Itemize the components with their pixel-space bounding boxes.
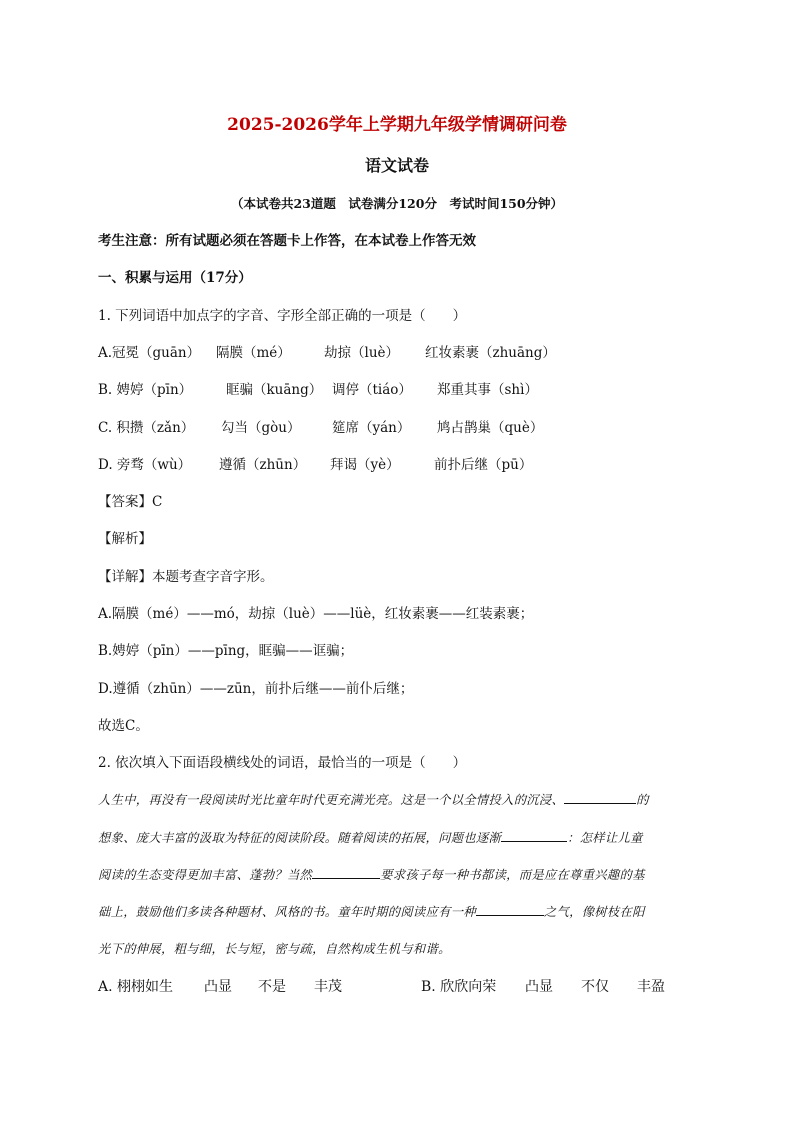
option-cell: 勾当（gòu）	[221, 420, 301, 436]
conclusion: 故选C。	[98, 718, 149, 734]
answer-blank[interactable]	[476, 903, 544, 916]
detail-line-a: A.隔膜（mé）——mó，劫掠（luè）——lüè，红妆素裹——红装素裹；	[98, 606, 534, 622]
passage-line-3: 阅读的生态变得更加丰富、蓬勃？当然 要求孩子每一种书都读，而是应在尊重兴趣的基	[98, 868, 645, 882]
passage-line-1: 人生中，再没有一段阅读时光比童年时代更充满光亮。这是一个以全情投入的沉浸、 的	[98, 793, 649, 807]
analysis-label: 【解析】	[98, 531, 152, 547]
option-cell: D. 旁骛（wù）	[98, 457, 192, 473]
option-cell: 劫掠（luè）	[324, 345, 400, 361]
option-cell: A.冠冕（guān）	[98, 345, 201, 361]
option-cell: 不是	[258, 979, 286, 995]
notice: 考生注意：所有试题必须在答题卡上作答，在本试卷上作答无效	[98, 233, 476, 249]
question-1-option-c	[98, 419, 543, 437]
option-cell: 不仅	[581, 979, 609, 995]
detail: 【详解】本题考查字音字形。	[98, 569, 274, 585]
option-cell: 前扑后继（pū）	[434, 457, 533, 473]
exam-subtitle: 语文试卷	[364, 156, 429, 175]
option-cell: 郑重其事（shì）	[437, 382, 538, 398]
passage-line-5: 光下的伸展，粗与细，长与短，密与疏，自然构成生机与和谐。	[98, 942, 451, 956]
question-1-option-d	[98, 456, 532, 474]
question-1-stem: 1. 下列词语中加点字的字音、字形全部正确的一项是（ ）	[98, 308, 467, 324]
answer-blank[interactable]	[501, 829, 567, 842]
passage-line-2: 想象、庞大丰富的汲取为特征的阅读阶段。随着阅读的拓展，问题也逐渐 ：怎样让儿童	[98, 831, 643, 845]
option-cell: 丰茂	[314, 979, 342, 995]
option-cell: 眶骗（kuāng）	[226, 382, 323, 398]
answer-blank[interactable]	[312, 866, 380, 879]
question-1-option-b	[98, 381, 538, 399]
option-cell: 遵循（zhūn）	[219, 457, 307, 473]
option-cell: 隔膜（mé）	[216, 345, 291, 361]
option-cell: C. 积攒（zǎn）	[98, 420, 195, 436]
question-2-options	[98, 978, 665, 996]
option-cell: 凸显	[525, 979, 553, 995]
exam-title: 2025-2026学年上学期九年级学情调研问卷	[227, 115, 567, 135]
option-cell: 鸠占鹊巢（què）	[437, 420, 544, 436]
option-cell: 丰盈	[637, 979, 665, 995]
answer: 【答案】C	[98, 494, 163, 510]
section-heading: 一、积累与运用（17分）	[98, 270, 252, 286]
detail-line-d: D.遵循（zhūn）——zūn，前扑后继——前仆后继；	[98, 681, 414, 697]
option-cell: 筵席（yán）	[332, 420, 411, 436]
option-cell: 调停（tiáo）	[332, 382, 412, 398]
question-2-stem: 2. 依次填入下面语段横线处的词语，最恰当的一项是（ ）	[98, 755, 467, 771]
option-cell: A. 栩栩如生	[98, 979, 174, 995]
answer-blank[interactable]	[564, 791, 636, 804]
option-cell: B. 娉婷（pīn）	[98, 382, 193, 398]
passage-line-4: 础上，鼓励他们多读各种题材、风格的书。童年时期的阅读应有一种 之气，像树枝在阳	[98, 905, 645, 919]
option-cell: 凸显	[204, 979, 232, 995]
question-1-option-a	[98, 344, 556, 362]
option-cell: 红妆素裹（zhuāng）	[425, 345, 556, 361]
detail-line-b: B.娉婷（pīn）——pīng，眶骗——诓骗；	[98, 643, 354, 659]
exam-info: （本试卷共23道题 试卷满分120分 考试时间150分钟）	[230, 196, 564, 211]
option-cell: 拜谒（yè）	[330, 457, 400, 473]
option-cell: B. 欣欣向荣	[421, 979, 497, 995]
